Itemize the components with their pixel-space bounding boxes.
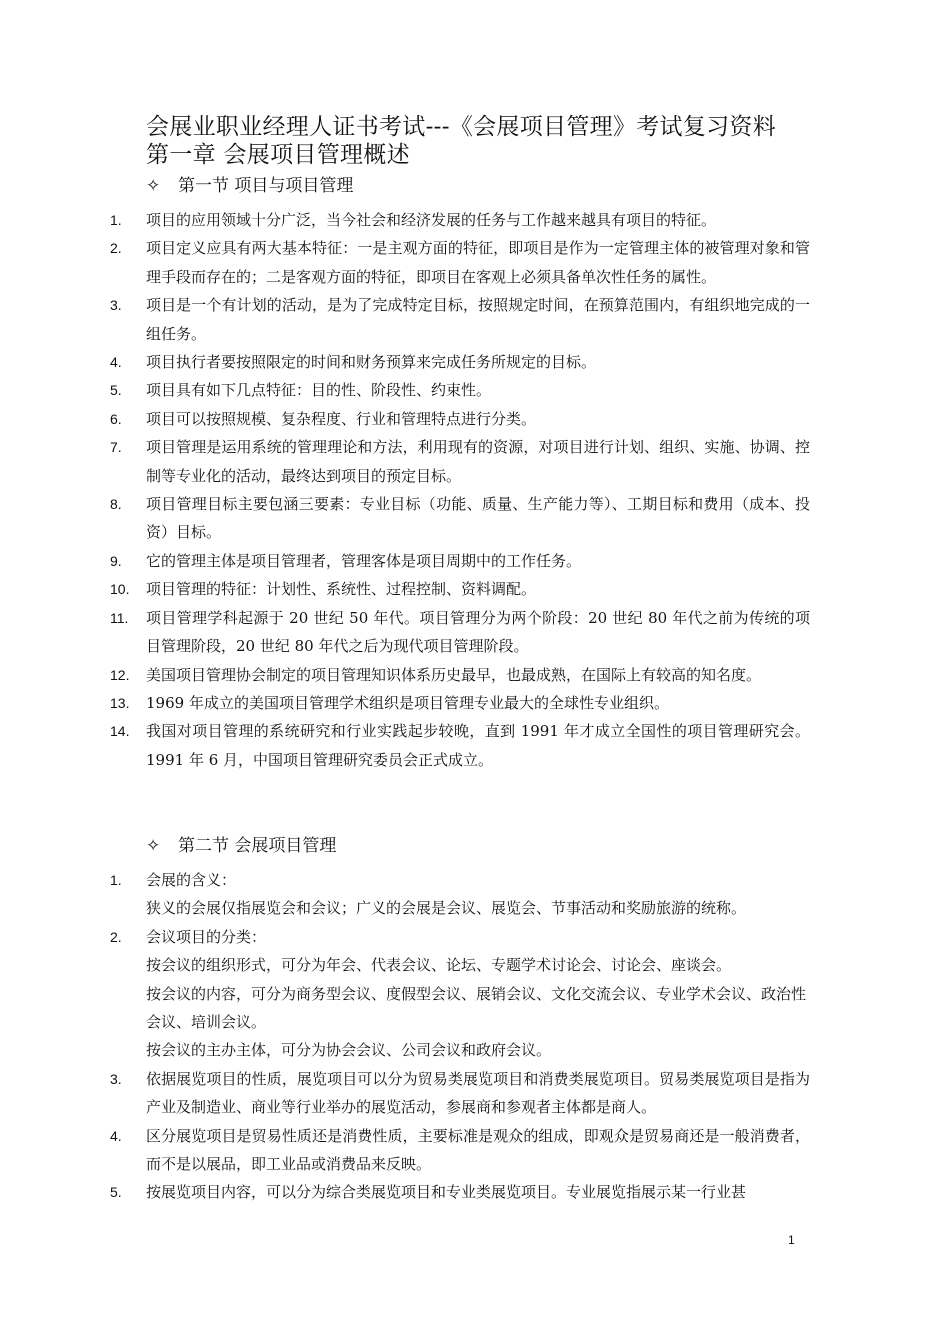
item-text: 它的管理主体是项目管理者，管理客体是项目周期中的工作任务。 xyxy=(146,551,582,570)
item-text: 项目是一个有计划的活动，是为了完成特定目标，按照规定时间，在预算范围内，有组织地完成的一组任务。 xyxy=(146,296,810,343)
item-text: 项目具有如下几点特征：目的性、阶段性、约束性。 xyxy=(146,381,492,400)
item-number: 1. xyxy=(110,872,122,888)
document-title: 会展业职业经理人证书考试---《会展项目管理》考试复习资料 xyxy=(146,114,777,140)
item-number: 7. xyxy=(110,439,122,456)
list-item xyxy=(110,376,810,404)
section-heading-1 xyxy=(146,174,353,198)
list-item xyxy=(110,291,810,348)
item-number: 13. xyxy=(110,694,130,711)
diamond-bullet-icon: ✧ xyxy=(146,836,161,856)
list-item xyxy=(110,689,810,717)
item-text: 1969 年成立的美国项目管理学术组织是项目管理专业最大的全球性专业组织。 xyxy=(146,693,669,712)
chapter-title: 第一章 会展项目管理概述 xyxy=(146,142,410,168)
list-item xyxy=(110,206,810,234)
section2-list xyxy=(110,866,810,1207)
item-text: 会议项目的分类： xyxy=(146,927,267,946)
list-item xyxy=(110,661,810,689)
section-heading-text: 第一节 项目与项目管理 xyxy=(178,176,354,196)
item-text: 项目的应用领域十分广泛，当今社会和经济发展的任务与工作越来越具有项目的特征。 xyxy=(146,211,717,229)
item-text: 项目管理的特征：计划性、系统性、过程控制、资料调配。 xyxy=(146,580,537,599)
sub-paragraph: 狭义的会展仅指展览会和会议；广义的会展是会议、展览会、节事活动和奖励旅游的统称。 xyxy=(146,899,747,918)
item-text: 项目定义应具有两大基本特征：一是主观方面的特征，即项目是作为一定管理主体的被管理对象和管理手段而存在的；二是客观方面的特征，即项目在客观上必须具备单次性任务的属性。 xyxy=(146,239,810,286)
item-text: 美国项目管理协会制定的项目管理知识体系历史最早，也最成熟，在国际上有较高的知名度。 xyxy=(146,665,762,684)
list-item xyxy=(110,717,810,774)
page-number: 1 xyxy=(788,1233,795,1247)
list-item xyxy=(110,866,810,894)
list-item xyxy=(110,490,810,547)
section-heading-2 xyxy=(146,834,336,858)
item-number: 10. xyxy=(110,581,130,598)
section1-list xyxy=(110,206,810,774)
item-number: 3. xyxy=(110,297,122,314)
item-text: 项目管理学科起源于 20 世纪 50 年代。项目管理分为两个阶段：20 世纪 80 年代之前为传统的项目管理阶段，20 世纪 80 年代之后为现代项目管理阶段。 xyxy=(146,608,810,656)
list-item xyxy=(110,923,810,951)
item-number: 14. xyxy=(110,723,130,740)
list-item xyxy=(110,604,810,661)
list-item xyxy=(110,547,810,575)
sub-paragraph: 按会议的主办主体，可分为协会会议、公司会议和政府会议。 xyxy=(146,1041,552,1060)
sub-paragraph: 按会议的组织形式，可分为年会、代表会议、论坛、专题学术讨论会、讨论会、座谈会。 xyxy=(146,956,732,975)
item-number: 2. xyxy=(110,928,122,945)
item-text: 会展的含义： xyxy=(146,871,237,889)
item-text: 依据展览项目的性质，展览项目可以分为贸易类展览项目和消费类展览项目。贸易类展览项目是指为产业及制造业、商业等行业举办的展览活动，参展商和参观者主体都是商人。 xyxy=(146,1069,810,1117)
item-text: 项目管理是运用系统的管理理论和方法，利用现有的资源，对项目进行计划、组织、实施、协调、控制等专业化的活动，最终达到项目的预定目标。 xyxy=(146,438,810,485)
item-number: 5. xyxy=(110,382,122,399)
item-number: 4. xyxy=(110,354,122,371)
item-number: 5. xyxy=(110,1184,122,1201)
list-item xyxy=(110,1178,810,1206)
item-number: 2. xyxy=(110,240,122,257)
list-item xyxy=(110,348,810,376)
item-text: 区分展览项目是贸易性质还是消费性质，主要标准是观众的组成，即观众是贸易商还是一般消费者，而不是以展品，即工业品或消费品来反映。 xyxy=(146,1126,810,1174)
item-number: 12. xyxy=(110,666,130,683)
list-item xyxy=(110,575,810,603)
item-number: 4. xyxy=(110,1127,122,1144)
item-number: 1. xyxy=(110,212,122,228)
list-item xyxy=(110,405,810,433)
list-item xyxy=(110,433,810,490)
item-text: 项目执行者要按照限定的时间和财务预算来完成任务所规定的目标。 xyxy=(146,353,597,372)
item-text: 按展览项目内容，可以分为综合类展览项目和专业类展览项目。专业展览指展示某一行业甚 xyxy=(146,1183,747,1202)
diamond-bullet-icon: ✧ xyxy=(146,176,161,196)
section-heading-text: 第二节 会展项目管理 xyxy=(178,836,337,856)
item-text: 项目可以按照规模、复杂程度、行业和管理特点进行分类。 xyxy=(146,409,537,428)
list-item xyxy=(110,1122,810,1179)
item-number: 3. xyxy=(110,1070,122,1087)
item-text: 我国对项目管理的系统研究和行业实践起步较晚，直到 1991 年才成立全国性的项目管理研究会。1991 年 6 月，中国项目管理研究委员会正式成立。 xyxy=(146,722,810,769)
item-text: 项目管理目标主要包涵三要素：专业目标（功能、质量、生产能力等）、工期目标和费用（成本、投资）目标。 xyxy=(146,495,810,542)
item-number: 9. xyxy=(110,552,122,569)
sub-paragraph: 按会议的内容，可分为商务型会议、度假型会议、展销会议、文化交流会议、专业学术会议、政治性会议、培训会议。 xyxy=(146,984,807,1032)
item-number: 11. xyxy=(110,609,129,626)
list-item xyxy=(110,234,810,291)
item-number: 6. xyxy=(110,410,122,427)
item-number: 8. xyxy=(110,496,122,513)
list-item xyxy=(110,1065,810,1122)
